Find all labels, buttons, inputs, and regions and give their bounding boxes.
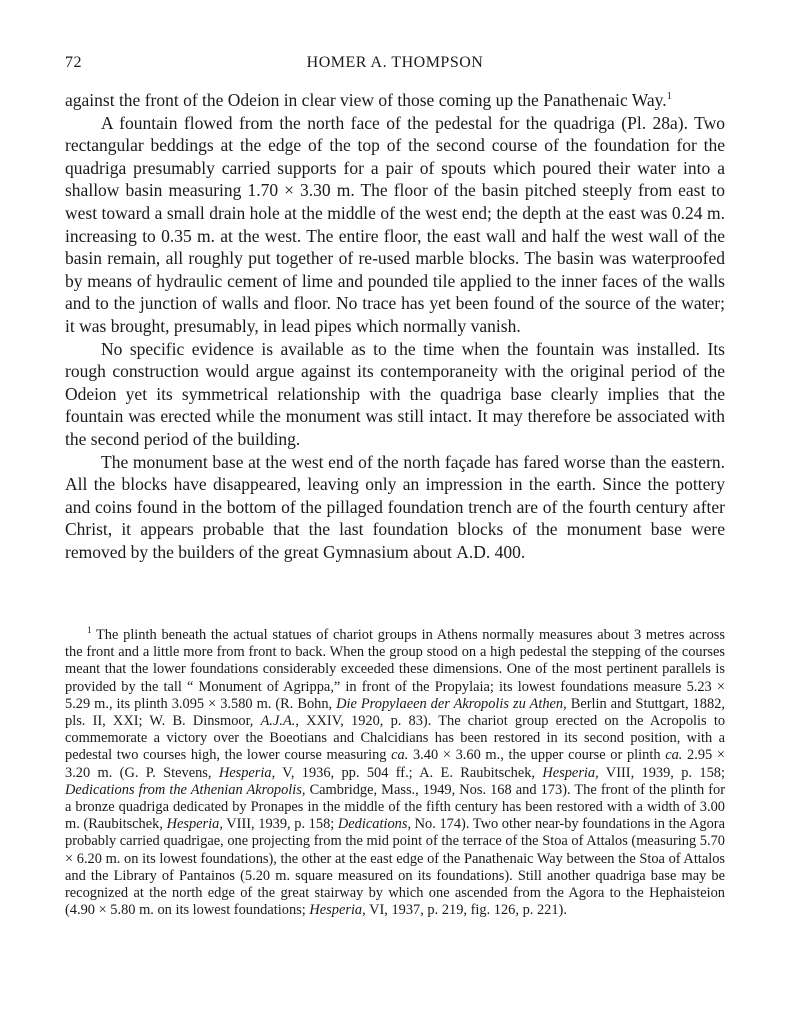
running-head: HOMER A. THOMPSON [306, 54, 484, 71]
fn-text: 3.40 × 3.60 m., the upper course or plinth [412, 747, 661, 764]
page-number: 72 [65, 54, 82, 71]
paragraph-3: No specific evidence is available as to the time when the fountain was installed. Its rough construction would argue against its contemporaneity with the original period of the Odeion yet its symmetrical relationship with the quadriga base clearly implies that the fountain was erected while the monument was still intact. It may therefore be associated with the second period of the building. [65, 338, 725, 449]
fn-text: , V, 1936, pp. 504 ff.; A. E. Raubitschek, [271, 764, 536, 781]
paragraph-1-text: against the front of the Odeion in clear view of those coming up the Panathenaic Way. [65, 90, 667, 110]
fn-italic-abbrev: ca. [665, 747, 683, 764]
paragraph-2: A fountain flowed from the north face of the pedestal for the quadriga (Pl. 28a). Two rectangular beddings at the edge of the top of the second course of the foundation for the quadriga presumably carried supports for a pair of spouts which poured their water into a shallow basin measuring 1.70 × 3.30 m. The floor of the basin pitched steeply from east to west toward a small drain hole at the middle of the west end; the depth at the east was 0.24 m. increasing to 0.35 m. at the west. The entire floor, the east wall and half the west wall of the basin remain, all roughly put together of re-used marble blocks. The basin was waterproofed by means of hydraulic cement of lime and pounded tile applied to the inner faces of the walls and to the junction of walls and floor. No trace has yet been found of the source of the water; it was brought, presumably, in lead pipes which normally vanish. [65, 112, 725, 336]
era-label: A.D. [456, 541, 491, 562]
fn-text: , XXIV, 1920, p. 83). The chariot group erected on the Acropolis to commemorate a victory over the Boeotians and Chalcidians has been restored in its second position, with a pedestal two courses high, the lower course measuring [65, 713, 726, 764]
fn-text: , VI, 1937, p. 219, fig. 126, p. 221). [362, 902, 567, 919]
paragraph-1 [65, 89, 725, 112]
fn-italic-journal: Hesperia [542, 764, 596, 781]
fn-text: , VIII, 1939, p. 158; [219, 816, 335, 833]
main-text [65, 89, 725, 563]
fn-italic-abbrev: ca. [391, 747, 409, 764]
fn-text: The plinth beneath the actual statues of chariot groups in Athens normally measures about 3 metres across the front and a little more from front to back. When the group stood on a high pedestal the stepping of the courses meant that the lower foundations considerably exceeded these dimensions. One of the most pertinent parallels is provided by the tall “ Monument of Agrippa,” in front of the Propylaia; its lowest foundations measure 5.23 × 5.29 m., its plinth 3.095 × 3.580 m. (R. Bohn, [65, 627, 725, 712]
fn-text: , VIII, 1939, p. 158; [595, 764, 725, 781]
fn-text: 2.95 × 3.20 m. (G. P. Stevens, [65, 747, 725, 781]
fn-italic-journal: Hesperia [166, 816, 220, 833]
fn-italic-journal: Hesperia [309, 902, 363, 919]
fn-italic-title: Dedications from the Athenian Akropolis [65, 781, 302, 798]
footnote-1 [65, 627, 725, 919]
year-label: 400. [494, 541, 526, 562]
fn-italic-title: Die Propylaeen der Akropolis zu Athen [336, 695, 564, 712]
paragraph-4-text: The monument base at the west end of the north façade has fared worse than the eastern. All the blocks have disappeared, leaving only an impression in the earth. Since the pottery and coins found in the bottom of the pillaged foundation trench are of the fourth century after Christ, it appears probable that the last foundation blocks of the monument base were removed by the builders of the great Gymnasium about [65, 451, 725, 562]
footnote-mark: 1 [87, 625, 92, 636]
footnotes [65, 627, 725, 919]
fn-text: , No. 174). Two other near-by foundations in the Agora probably carried quadrigae, one projecting from the mid point of the terrace of the Stoa of Attalos (measuring 5.70 × 6.20 m. on its lowest foundations), the other at the east edge of the Panathenaic Way between the Stoa of Attalos and the Library of Pantainos (5.20 m. square measured on its foundations). Still another quadriga base may be recognized at the north edge of the great stairway by which one ascended from the Agora to the Hephaisteion (4.90 × 5.80 m. on its lowest foundations; [65, 816, 725, 919]
fn-text: , Berlin and Stuttgart, 1882, pls. II, XXI; W. B. Dinsmoor, [65, 695, 725, 730]
page-header [65, 54, 725, 76]
fn-italic-title: Dedications [337, 816, 408, 833]
fn-text: , Cambridge, Mass., 1949, Nos. 168 and 173). The front of the plinth for a bronze quadriga dedicated by Pronapes in the middle of the fifth century has been restored with a width of 3.00 m. (Raubitschek, [65, 781, 725, 833]
footnote-reference: 1 [666, 91, 672, 103]
fn-italic-journal: A.J.A. [260, 713, 296, 730]
fn-italic-journal: Hesperia [218, 764, 272, 781]
paragraph-4 [65, 451, 725, 564]
